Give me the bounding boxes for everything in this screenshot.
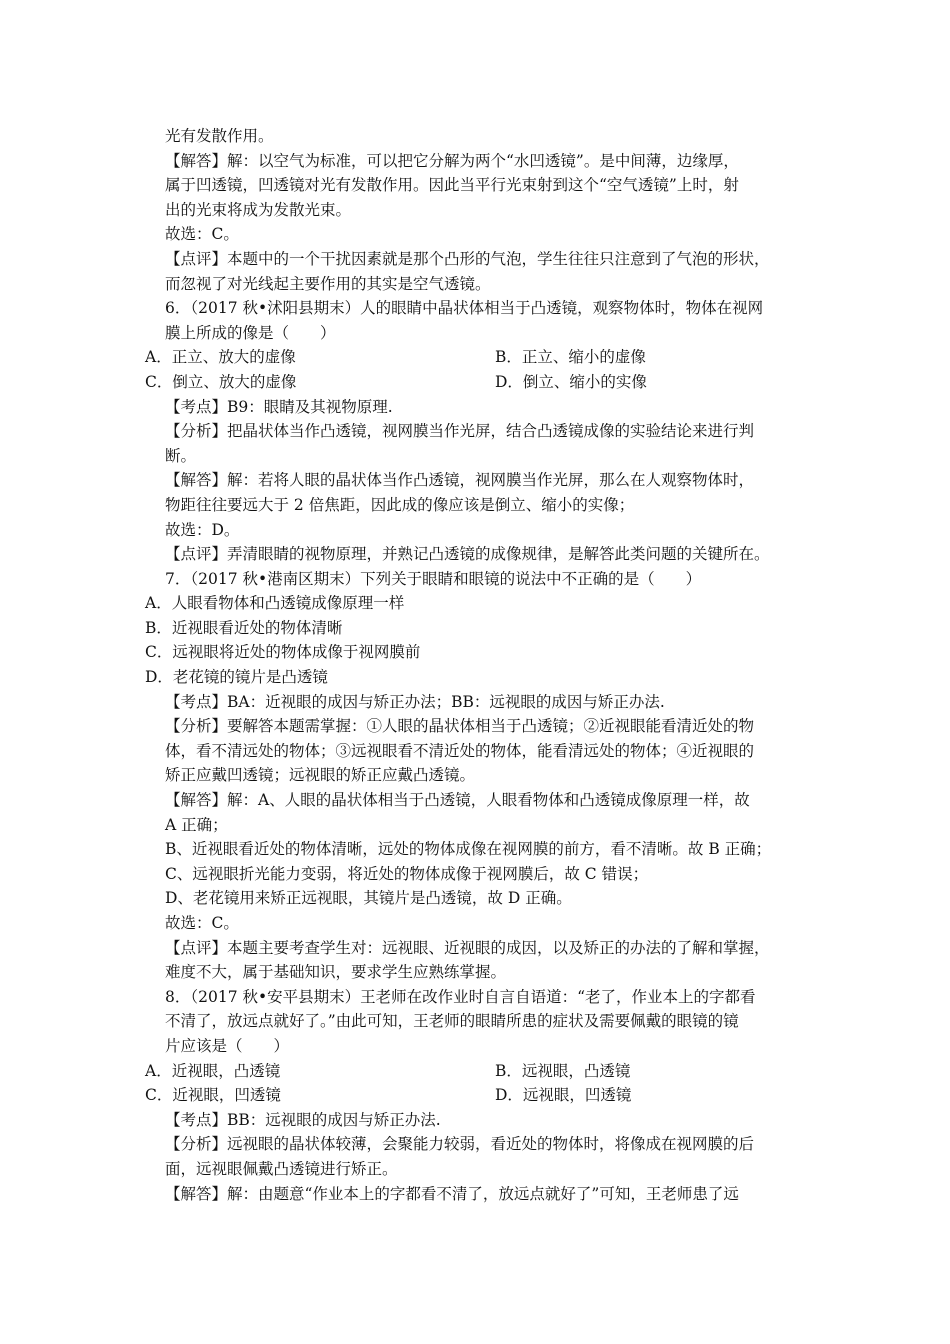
text-line: 片应该是（ ） — [165, 1036, 290, 1055]
option-line: A．人眼看物体和凸透镜成像原理一样 — [145, 594, 405, 613]
option-line: D．老花镜的镜片是凸透镜 — [145, 668, 328, 687]
option-right: B．远视眼，凸透镜 — [495, 1061, 631, 1080]
text-line: 属于凹透镜，凹透镜对光有发散作用。因此当平行光束射到这个“空气透镜”上时，射 — [165, 176, 739, 195]
text-line: 而忽视了对光线起主要作用的其实是空气透镜。 — [165, 274, 491, 293]
option-left: A．正立、放大的虚像 — [145, 348, 296, 367]
text-line: 8．（2017 秋•安平县期末）王老师在改作业时自言自语道：“老了，作业本上的字都看 — [165, 987, 756, 1006]
text-line: 【点评】弄清眼睛的视物原理，并熟记凸透镜的成像规律，是解答此类问题的关键所在。 — [165, 545, 770, 564]
option-left: C．倒立、放大的虚像 — [145, 372, 297, 391]
text-line: 不清了，放远点就好了。”由此可知，王老师的眼睛所患的症状及需要佩戴的眼镜的镜 — [165, 1012, 739, 1031]
text-line: 故选：C。 — [165, 225, 239, 244]
text-line: 故选：C。 — [165, 914, 239, 932]
text-line: 【分析】远视眼的晶状体较薄，会聚能力较弱，看近处的物体时，将像成在视网膜的后 — [165, 1135, 755, 1154]
option-left: C．近视眼，凹透镜 — [145, 1086, 281, 1105]
option-line: C．远视眼将近处的物体成像于视网膜前 — [145, 643, 421, 662]
option-row — [0, 345, 950, 370]
text-line: 6．（2017 秋•沭阳县期末）人的眼睛中晶状体相当于凸透镜，观察物体时，物体在视网 — [165, 299, 764, 318]
text-line: 【解答】解：由题意“作业本上的字都看不清了，放远点就好了”可知，王老师患了远 — [165, 1184, 739, 1203]
text-line: 【解答】解：以空气为标准，可以把它分解为两个“水凹透镜”。是中间薄，边缘厚， — [165, 151, 739, 170]
text-line: 7．（2017 秋•港南区期末）下列关于眼睛和眼镜的说法中不正确的是（ ） — [165, 569, 702, 588]
text-line: 【点评】本题中的一个干扰因素就是那个凸形的气泡，学生往往只注意到了气泡的形状， — [165, 249, 770, 268]
option-line: B．近视眼看近处的物体清晰 — [145, 618, 343, 637]
text-line: 出的光束将成为发散光束。 — [165, 200, 352, 219]
text-line: 故选：D。 — [165, 520, 240, 539]
text-line: C、远视眼折光能力变弱，将近处的物体成像于视网膜后，故 C 错误； — [165, 864, 649, 883]
text-line: A 正确； — [165, 815, 228, 834]
option-right: D．远视眼，凹透镜 — [495, 1086, 632, 1105]
text-line: 断。 — [165, 446, 197, 465]
document-body — [0, 124, 950, 1206]
text-line: 膜上所成的像是（ ） — [165, 323, 336, 342]
option-row — [0, 1083, 950, 1108]
option-right: D．倒立、缩小的实像 — [495, 372, 647, 391]
text-line: 【考点】BB：远视眼的成因与矫正办法. — [165, 1110, 441, 1129]
text-line: 【考点】B9：眼睛及其视物原理. — [165, 397, 393, 416]
option-row — [0, 1059, 950, 1084]
text-line: B、近视眼看近处的物体清晰，远处的物体成像在视网膜的前方，看不清晰。故 B 正确； — [165, 840, 772, 859]
text-line: 【点评】本题主要考查学生对：远视眼、近视眼的成因，以及矫正的办法的了解和掌握， — [165, 938, 770, 957]
text-line: 矫正应戴凹透镜；远视眼的矫正应戴凸透镜。 — [165, 766, 476, 785]
text-line: 体，看不清远处的物体；③远视眼看不清近处的物体，能看清远处的物体；④近视眼的 — [165, 741, 755, 760]
text-line: D、老花镜用来矫正远视眼，其镜片是凸透镜，故 D 正确。 — [165, 889, 572, 908]
text-line: 难度不大，属于基础知识，要求学生应熟练掌握。 — [165, 963, 507, 982]
text-line: 光有发散作用。 — [165, 127, 274, 145]
text-line: 【分析】要解答本题需掌握：①人眼的晶状体相当于凸透镜；②近视眼能看清近处的物 — [165, 717, 755, 736]
option-row — [0, 370, 950, 395]
text-line: 【考点】BA：近视眼的成因与矫正办法；BB：远视眼的成因与矫正办法. — [165, 692, 665, 711]
text-line: 【解答】解：A、人眼的晶状体相当于凸透镜，人眼看物体和凸透镜成像原理一样，故 — [165, 791, 750, 810]
text-line: 物距往往要远大于 2 倍焦距，因此成的像应该是倒立、缩小的实像； — [165, 495, 635, 514]
text-line: 面，远视眼佩戴凸透镜进行矫正。 — [165, 1159, 398, 1178]
text-line: 【分析】把晶状体当作凸透镜，视网膜当作光屏，结合凸透镜成像的实验结论来进行判 — [165, 422, 755, 441]
option-left: A．近视眼，凸透镜 — [145, 1061, 281, 1080]
option-right: B．正立、缩小的虚像 — [495, 348, 646, 367]
text-line: 【解答】解：若将人眼的晶状体当作凸透镜，视网膜当作光屏，那么在人观察物体时， — [165, 471, 755, 490]
